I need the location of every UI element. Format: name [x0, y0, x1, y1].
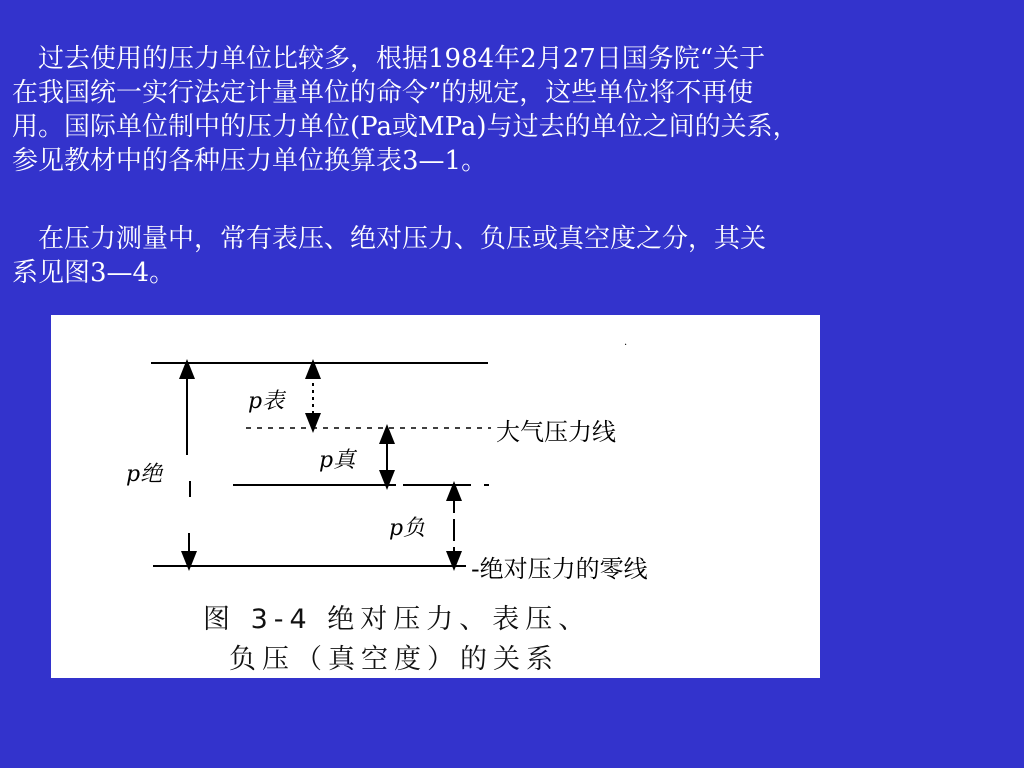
text-line: 在压力测量中，常有表压、绝对压力、负压或真空度之分，其关	[12, 224, 767, 254]
svg-text:.: .	[624, 337, 628, 348]
text-line: 用。国际单位制中的压力单位(Pa或MPa)与过去的单位之间的关系，	[12, 112, 799, 142]
vacuum-pressure-label: p真	[319, 448, 356, 473]
pressure-relationship-figure	[51, 315, 820, 678]
gauge-pressure-label: p表	[248, 389, 285, 414]
negative-pressure-label: p负	[389, 516, 426, 541]
text-line: 在我国统一实行法定计量单位的命令”的规定，这些单位将不再使	[12, 78, 754, 108]
text-line: 过去使用的压力单位比较多，根据1984年2月27日国务院“关于	[12, 44, 766, 74]
figure-caption-line1: 图 3-4 绝对压力、表压、	[203, 604, 592, 635]
text-line: 系见图3—4。	[12, 258, 176, 288]
text-line: 参见教材中的各种压力单位换算表3—1。	[12, 146, 488, 176]
abs-pressure-label: p绝	[126, 462, 163, 487]
atmospheric-line-label: 大气压力线	[496, 418, 616, 446]
zero-line-label: -绝对压力的零线	[471, 555, 648, 583]
paragraph-pressure-types	[12, 222, 1016, 290]
figure-caption-line2: 负压（真空度）的关系	[229, 644, 559, 675]
paragraph-pressure-units	[12, 42, 1016, 178]
